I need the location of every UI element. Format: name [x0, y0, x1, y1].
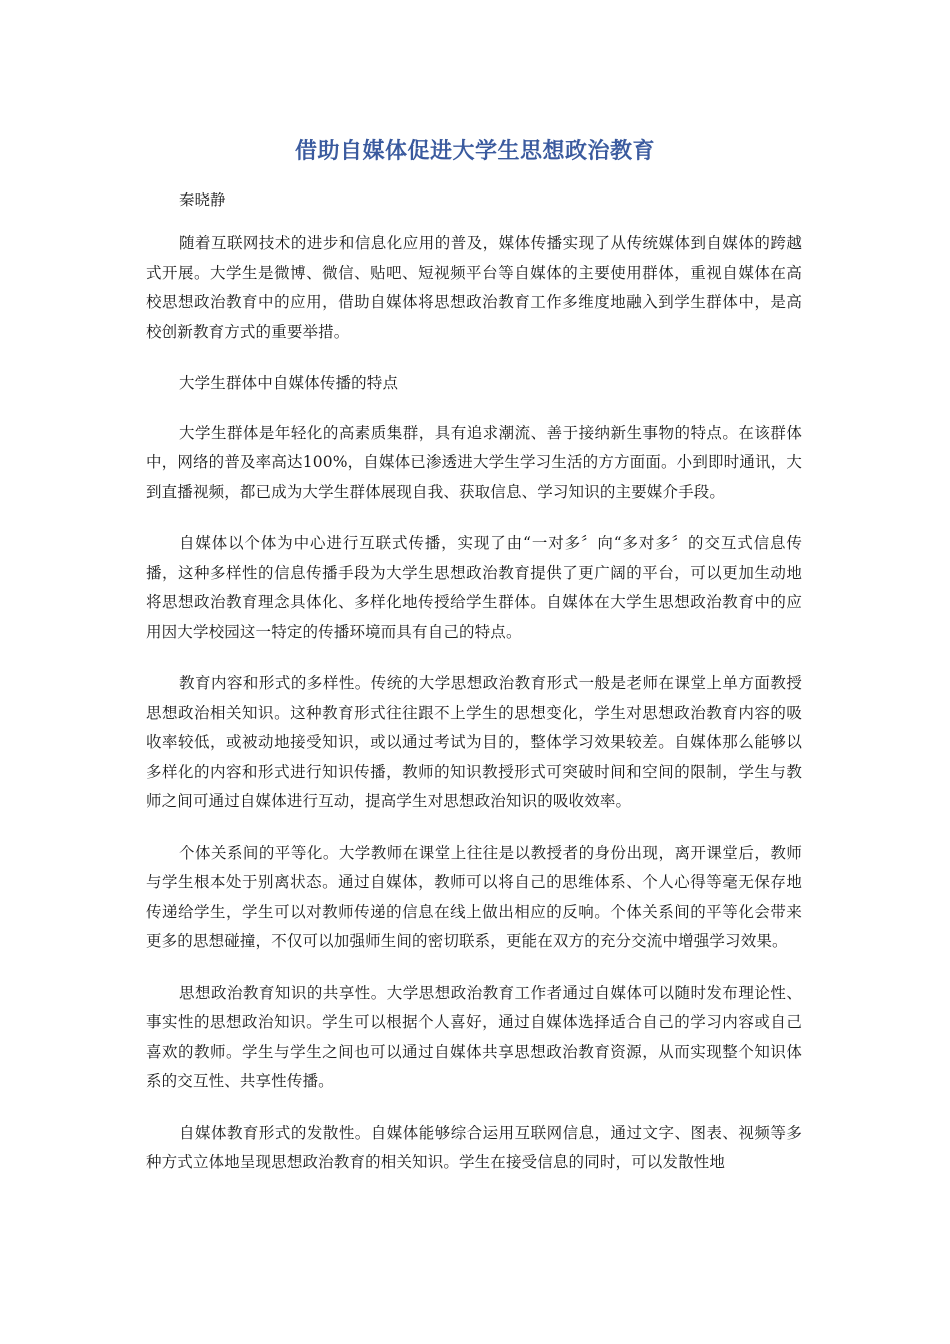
paragraph: 个体关系间的平等化。大学教师在课堂上往往是以教授者的身份出现，离开课堂后，教师与学生根本处于别离状态。通过自媒体，教师可以将自己的思维体系、个人心得等毫无保存地传递给学生，学生可以对教师传递的信息在线上做出相应的反响。个体关系间的平等化会带来更多的思想碰撞，不仅可以加强师生间的密切联系，更能在双方的充分交流中增强学习效果。: [146, 843, 802, 950]
paragraph: 教育内容和形式的多样性。传统的大学思想政治教育形式一般是老师在课堂上单方面教授思想政治相关知识。这种教育形式往往跟不上学生的思想变化，学生对思想政治教育内容的吸收率较低，或被动地接受知识，或以通过考试为目的，整体学习效果较差。自媒体那么能够以多样化的内容和形式进行知识传播，教师的知识教授形式可突破时间和空间的限制，学生与教师之间可通过自媒体进行互动，提高学生对思想政治知识的吸收效率。: [146, 674, 802, 810]
document-title: 借助自媒体促进大学生思想政治教育: [294, 139, 655, 164]
section-heading: 大学生群体中自媒体传播的特点: [179, 374, 399, 392]
paragraph-intro: 随着互联网技术的进步和信息化应用的普及，媒体传播实现了从传统媒体到自媒体的跨越式开展。大学生是微博、微信、贴吧、短视频平台等自媒体的主要使用群体，重视自媒体在高校思想政治教育中的应用，借助自媒体将思想政治教育工作多维度地融入到学生群体中，是高校创新教育方式的重要举措。: [146, 234, 802, 341]
paragraph: 自媒体教育形式的发散性。自媒体能够综合运用互联网信息，通过文字、图表、视频等多种方式立体地呈现思想政治教育的相关知识。学生在接受信息的同时，可以发散性地: [146, 1123, 802, 1171]
paragraph: 自媒体以个体为中心进行互联式传播，实现了由“一对多〞向“多对多〞的交互式信息传播，这种多样性的信息传播手段为大学生思想政治教育提供了更广阔的平台，可以更加生动地将思想政治教育理念具体化、多样化地传授给学生群体。自媒体在大学生思想政治教育中的应用因大学校园这一特定的传播环境而具有自己的特点。: [146, 534, 802, 641]
paragraph: 思想政治教育知识的共享性。大学思想政治教育工作者通过自媒体可以随时发布理论性、事实性的思想政治知识。学生可以根据个人喜好，通过自媒体选择适合自己的学习内容或自己喜欢的教师。学生与学生之间也可以通过自媒体共享思想政治教育资源，从而实现整个知识体系的交互性、共享性传播。: [146, 983, 802, 1090]
document-body: [146, 229, 802, 1200]
author-name: 秦晓静: [179, 191, 226, 209]
paragraph: 大学生群体是年轻化的高素质集群，具有追求潮流、善于接纳新生事物的特点。在该群体中，网络的普及率高达100%，自媒体已渗透进大学生学习生活的方方面面。小到即时通讯，大到直播视频，都已成为大学生群体展现自我、获取信息、学习知识的主要媒介手段。: [146, 423, 802, 501]
